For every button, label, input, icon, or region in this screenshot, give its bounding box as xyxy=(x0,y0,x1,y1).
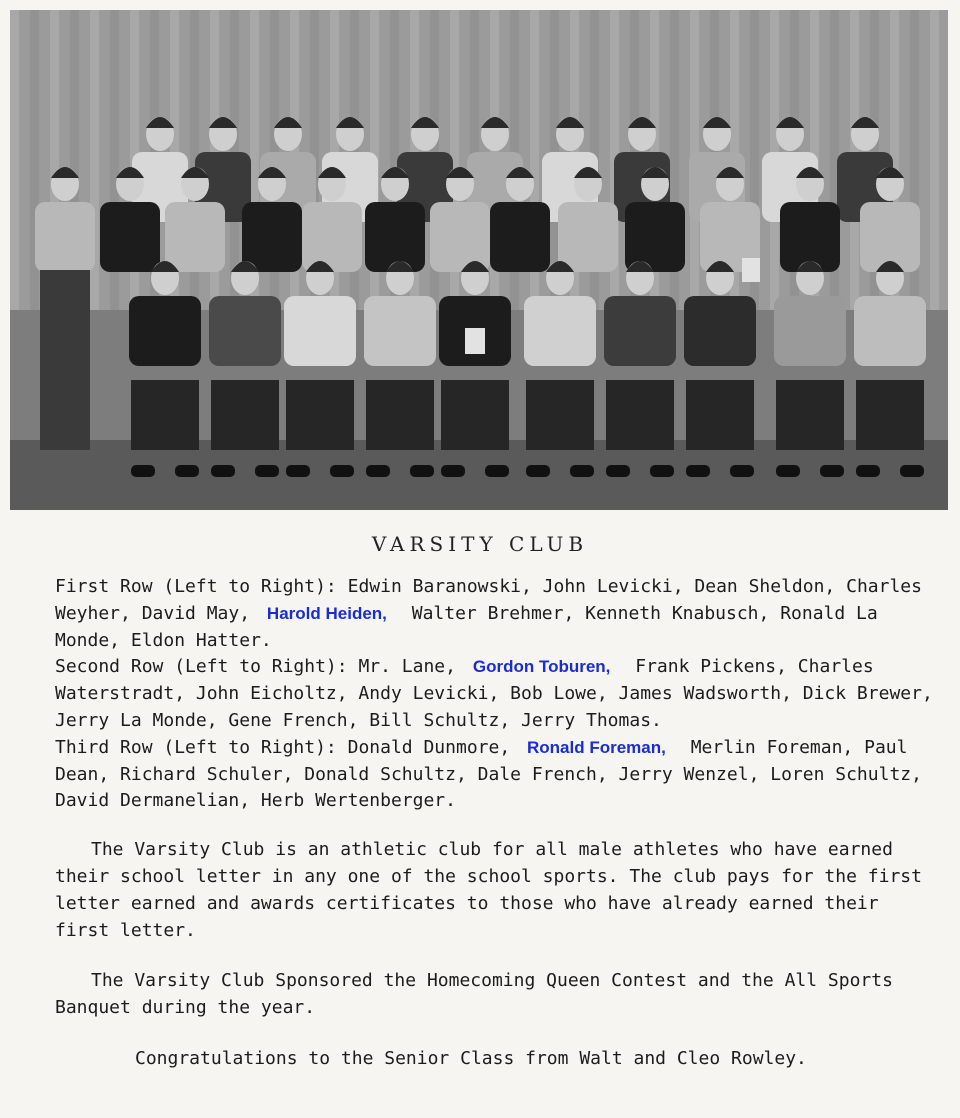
front-row-person-8-shoe-right xyxy=(730,465,754,477)
second-row-names-a: Mr. Lane, xyxy=(358,656,456,678)
front-row-person-3-shoe-left xyxy=(286,465,310,477)
front-row-person-10-shoe-left xyxy=(856,465,880,477)
front-row-person-4-shoe-left xyxy=(366,465,390,477)
front-row-person-6-legs xyxy=(526,380,594,450)
letter-emblem-middle xyxy=(742,258,760,282)
second-row-names-b: Frank Pickens, Charles Waterstradt, John Eicholtz, Andy Levicki, Bob Lowe, James Wadsworth, Dick Brewer, Jerry La Monde, Gene French, Bill Schultz, Jerry Thomas. xyxy=(55,656,933,731)
front-row-person-1-shoe-right xyxy=(175,465,199,477)
front-row-person-3-shoe-right xyxy=(330,465,354,477)
front-row-person-6-shoe-right xyxy=(570,465,594,477)
front-row-person-6-torso xyxy=(524,296,596,366)
front-row-person-5-legs xyxy=(441,380,509,450)
front-row-person-2-shoe-left xyxy=(211,465,235,477)
front-row-person-1-legs xyxy=(131,380,199,450)
front-row-person-7-shoe-right xyxy=(650,465,674,477)
front-row-person-3-torso xyxy=(284,296,356,366)
front-row-person-1-torso xyxy=(129,296,201,366)
third-row-names-b: Merlin Foreman, Paul Dean, Richard Schuler, Donald Schultz, Dale French, Jerry Wenzel, Loren Schultz, David Dermanelian, Herb Wertenberger. xyxy=(55,736,922,812)
curtain-fold xyxy=(930,10,939,340)
third-row-names-a: Donald Dunmore, xyxy=(347,736,511,758)
group-photo xyxy=(10,10,948,510)
front-row-person-5-shoe-right xyxy=(485,465,509,477)
first-row-highlight-name: Harold Heiden, xyxy=(266,603,387,623)
front-row-person-9-legs xyxy=(776,380,844,450)
curtain-fold xyxy=(90,10,99,340)
front-row-person-9-torso xyxy=(774,296,846,366)
third-row-label: Third Row (Left to Right): xyxy=(55,736,337,758)
caption-body xyxy=(55,574,935,1073)
curtain-fold xyxy=(30,10,39,340)
second-row-highlight-name: Gordon Toburen, xyxy=(472,657,611,677)
front-row-person-1-shoe-left xyxy=(131,465,155,477)
third-row-caption xyxy=(55,735,935,815)
second-row-caption xyxy=(55,654,935,734)
teacher-legs xyxy=(40,270,90,450)
front-row-person-9-shoe-right xyxy=(820,465,844,477)
curtain-fold xyxy=(670,10,679,340)
front-row-person-7-shoe-left xyxy=(606,465,630,477)
front-row-person-7-legs xyxy=(606,380,674,450)
middle-row-person-9-torso xyxy=(558,202,618,272)
page-title: VARSITY CLUB xyxy=(371,532,589,556)
middle-row-person-2-torso xyxy=(100,202,160,272)
first-row-caption xyxy=(55,574,935,654)
middle-row-person-3-torso xyxy=(165,202,225,272)
front-row-person-9-shoe-left xyxy=(776,465,800,477)
curtain-fold xyxy=(10,10,19,340)
front-row-person-5-shoe-left xyxy=(441,465,465,477)
congratulations-line: Congratulations to the Senior Class from Walt and Cleo Rowley. xyxy=(135,1047,807,1069)
group-photo-drawing xyxy=(10,10,948,510)
front-row-person-10-torso xyxy=(854,296,926,366)
description-paragraph: The Varsity Club is an athletic club for all male athletes who have earned their school letter in any one of the school sports. The club pays for the first letter earned and awards certificates to those who have already earned their first letter. xyxy=(55,839,922,941)
front-row-person-8-torso xyxy=(684,296,756,366)
curtain-fold xyxy=(750,10,759,340)
first-row-names-b: Walter Brehmer, Kenneth Knabusch, Ronald La Monde, Eldon Hatter. xyxy=(55,602,878,651)
front-row-person-10-shoe-right xyxy=(900,465,924,477)
front-row-person-3-legs xyxy=(286,380,354,450)
front-row-person-4-torso xyxy=(364,296,436,366)
middle-row-person-10-torso xyxy=(625,202,685,272)
events-paragraph: The Varsity Club Sponsored the Homecoming Queen Contest and the All Sports Banquet during the year. xyxy=(55,970,893,1019)
middle-row-person-4-torso xyxy=(242,202,302,272)
third-row-highlight-name: Ronald Foreman, xyxy=(527,737,666,757)
front-row-person-4-shoe-right xyxy=(410,465,434,477)
middle-row-person-5-torso xyxy=(302,202,362,272)
middle-row-person-8-torso xyxy=(490,202,550,272)
second-row-label: Second Row (Left to Right): xyxy=(55,656,348,678)
front-row-person-2-torso xyxy=(209,296,281,366)
front-row-person-2-legs xyxy=(211,380,279,450)
first-row-label: First Row (Left to Right): xyxy=(55,576,337,597)
front-row-person-10-legs xyxy=(856,380,924,450)
middle-row-person-1-torso xyxy=(35,202,95,272)
front-row-person-6-shoe-left xyxy=(526,465,550,477)
first-row-names-a: Edwin Baranowski, John Levicki, Dean Sheldon, Charles Weyher, David May, xyxy=(55,576,922,624)
letter-emblem-front xyxy=(465,328,485,354)
curtain-fold xyxy=(910,10,919,340)
front-row-person-4-legs xyxy=(366,380,434,450)
front-row-person-8-legs xyxy=(686,380,754,450)
front-row-person-7-torso xyxy=(604,296,676,366)
front-row-person-8-shoe-left xyxy=(686,465,710,477)
curtain-fold xyxy=(110,10,119,340)
front-row-person-2-shoe-right xyxy=(255,465,279,477)
middle-row-person-7-torso xyxy=(430,202,490,272)
middle-row-person-6-torso xyxy=(365,202,425,272)
